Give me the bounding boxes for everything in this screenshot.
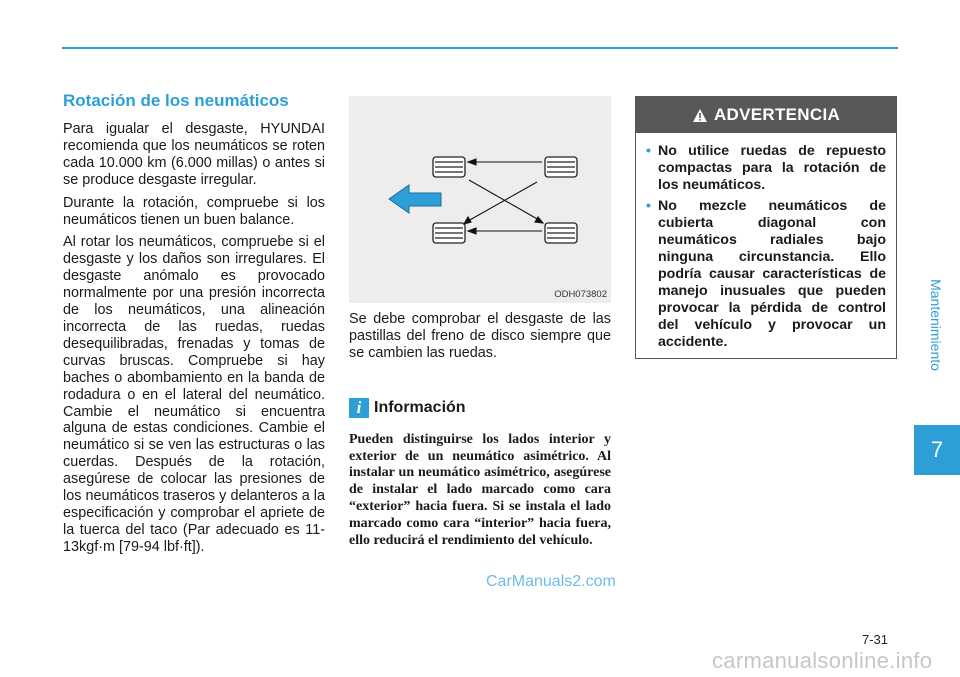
tire-front-left <box>433 157 465 177</box>
page-number: 7-31 <box>862 632 889 647</box>
chapter-side-label: Mantenimiento <box>928 279 944 371</box>
figure-caption-text: Se debe comprobar el desgaste de las pastillas del freno de disco siempre que se cambien las ruedas. <box>349 311 611 361</box>
tire-front-right <box>545 157 577 177</box>
warning-triangle-icon <box>692 108 708 123</box>
warning-title: ADVERTENCIA <box>713 105 841 124</box>
info-heading <box>349 398 611 418</box>
section-title: Rotación de los neumáticos <box>63 91 289 110</box>
tire-rear-right <box>545 223 577 243</box>
top-rule <box>62 47 898 49</box>
paragraph-3: Al rotar los neumáticos, compruebe si el desgaste y los daños son irregulares. El desgaste anómalo es provocado normalmente por una presión incorrecta de los neumáticos, una alineación incorrecta de las ruedas, ruedas desequilibradas, frenadas y tomas de curvas bruscas. Compruebe si hay baches o abombamiento en la banda de rodadura o en el lateral del neumático. Cambie el neumático si encuentra alguna de estas condiciones. Cambie el neumático si se ven las estructuras o las cuerdas. Después de la rotación, asegúrese de colocar las presiones de los neumáticos traseros y delanteros a la especificación y comprobar el apriete de la tuerca del taco (Par adecuado es 11-13kgf·m [79-94 lbf·ft]). <box>63 234 325 555</box>
paragraph-1: Para igualar el desgaste, HYUNDAI recomienda que los neumáticos se roten cada 10.000 km (6.000 millas) o antes si se produce desgaste irregular. <box>63 121 325 188</box>
watermark-carmanuals2[interactable]: CarManuals2.com <box>486 573 616 590</box>
info-text: Pueden distinguirse los lados interior y exterior de un neumático asimétrico. Al instalar un neumático asimétrico, asegúrese de instalar el lado marcado como cara “exterior” hacia fuera. Si se instala el lado marcado como cara “interior” hacia fuera, ello reducirá el rendimiento del vehículo. <box>349 431 611 548</box>
warning-box <box>635 96 897 359</box>
paragraph-2: Durante la rotación, compruebe si los neumáticos tienen un buen balance. <box>63 194 325 228</box>
rotation-section <box>63 91 325 562</box>
figure-code: ODH073802 <box>554 289 607 300</box>
tire-rear-left <box>433 223 465 243</box>
forward-arrow-icon <box>389 185 441 213</box>
warning-header <box>636 97 896 133</box>
tire-rotation-diagram <box>349 96 611 303</box>
rotation-arrows <box>464 159 543 234</box>
figure-column <box>349 96 611 549</box>
warning-item: • No mezcle neumáticos de cubierta diagonal con neumáticos radiales bajo ninguna circunstancia. Ello podría causar características de manejo inusuales que pueden provocar la pérdida de control del vehículo y provocar un accidente. <box>646 198 886 351</box>
watermark-carmanualsonline[interactable]: carmanualsonline.info <box>712 648 933 673</box>
chapter-number-tab: 7 <box>914 425 960 475</box>
tire-rotation-svg <box>349 96 611 303</box>
info-icon: i <box>349 398 369 418</box>
warning-item: • No utilice ruedas de repuesto compactas para la rotación de los neumáticos. <box>646 143 886 194</box>
info-title: Información <box>374 398 466 416</box>
warning-list <box>636 143 896 351</box>
